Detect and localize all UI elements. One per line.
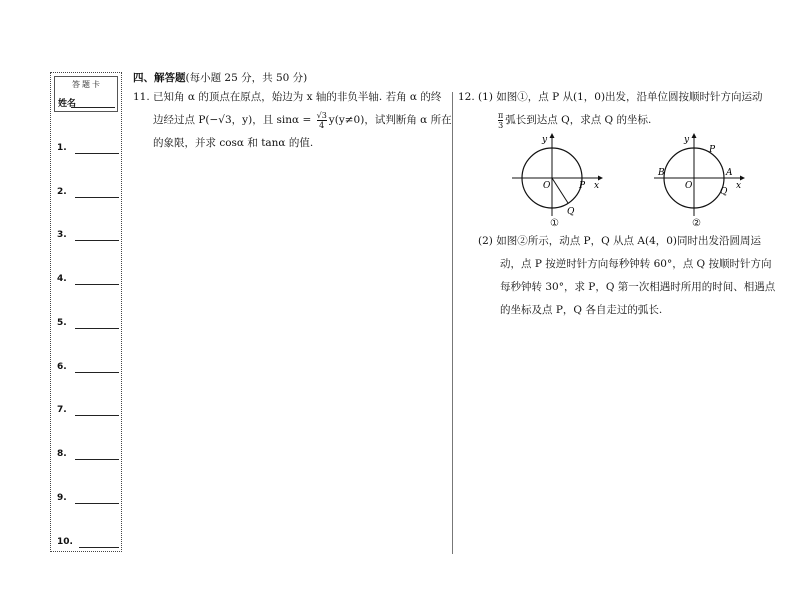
answer-blank[interactable] xyxy=(75,459,119,460)
fraction-numerator: π xyxy=(498,110,504,120)
answer-number: 10. xyxy=(57,537,73,547)
fraction xyxy=(317,111,327,130)
question-number: 11. xyxy=(133,91,150,103)
answer-row xyxy=(57,143,119,157)
question-text: y(y≠0)，试判断角 α 所在 xyxy=(328,114,452,126)
question-text: 边经过点 P(−√3，y)，且 sinα = xyxy=(153,114,315,126)
question-11 xyxy=(133,86,452,155)
answer-number: 3. xyxy=(57,230,67,240)
answer-blank[interactable] xyxy=(75,197,119,198)
figure-2-caption: ② xyxy=(692,218,701,229)
answer-row xyxy=(57,230,119,244)
answer-row xyxy=(57,187,119,201)
answer-blank[interactable] xyxy=(75,415,119,416)
label-point-b: B xyxy=(658,168,665,178)
answer-row xyxy=(57,274,119,288)
question-text: 每秒钟转 30°，求 P，Q 第一次相遇时所用的时间、相遇点 xyxy=(500,281,776,293)
name-label: 姓名 xyxy=(58,99,77,109)
figure-2-circle xyxy=(650,132,746,220)
label-origin: O xyxy=(543,181,551,191)
answer-number: 4. xyxy=(57,274,67,284)
answer-row xyxy=(57,493,119,507)
label-point-p: P xyxy=(579,181,586,191)
answer-row xyxy=(57,449,119,463)
answer-blank[interactable] xyxy=(75,240,119,241)
answer-card xyxy=(50,72,122,552)
y-axis-arrow xyxy=(550,133,555,138)
section-heading xyxy=(133,70,307,85)
question-text: (2) 如图②所示，动点 P，Q 从点 A(4，0)同时出发沿圆周运 xyxy=(478,235,762,247)
answer-number: 8. xyxy=(57,449,67,459)
question-text: 弧长到达点 Q，求点 Q 的坐标. xyxy=(505,114,652,126)
name-field[interactable] xyxy=(71,107,115,108)
x-axis-arrow xyxy=(598,176,603,181)
answer-blank[interactable] xyxy=(75,284,119,285)
fraction-denominator: 4 xyxy=(319,120,325,130)
answer-number: 9. xyxy=(57,493,67,503)
answer-number: 7. xyxy=(57,405,67,415)
answer-number: 1. xyxy=(57,143,67,153)
question-text: 的坐标及点 P，Q 各自走过的弧长. xyxy=(500,304,663,316)
fraction-numerator: √3 xyxy=(316,110,327,120)
question-text: (1) 如图①，点 P 从(1，0)出发，沿单位圆按顺时针方向运动 xyxy=(478,91,763,103)
x-axis-arrow xyxy=(740,176,745,181)
section-note: (每小题 25 分，共 50 分) xyxy=(185,72,308,84)
label-y: y xyxy=(542,135,548,145)
label-x: x xyxy=(736,181,742,191)
figure-1-unit-circle xyxy=(508,132,604,220)
column-divider xyxy=(452,92,453,554)
question-12-part-2 xyxy=(478,230,775,322)
answer-blank[interactable] xyxy=(75,153,119,154)
answer-card-header xyxy=(54,76,118,112)
label-point-q: Q xyxy=(567,207,575,217)
question-text: 动，点 P 按逆时针方向每秒钟转 60°，点 Q 按顺时针方向 xyxy=(500,258,772,270)
answer-card-title: 答题卡 xyxy=(72,80,102,89)
label-point-a: A xyxy=(726,168,733,178)
answer-blank[interactable] xyxy=(75,503,119,504)
label-y: y xyxy=(684,135,690,145)
answer-row xyxy=(57,362,119,376)
radius-oq xyxy=(552,178,568,203)
answer-blank[interactable] xyxy=(79,547,119,548)
answer-number: 5. xyxy=(57,318,67,328)
label-point-q: Q xyxy=(720,187,728,197)
section-title: 四、解答题 xyxy=(133,72,186,84)
answer-blank[interactable] xyxy=(75,328,119,329)
answer-row xyxy=(57,537,119,551)
fraction xyxy=(498,111,503,130)
answer-row xyxy=(57,318,119,332)
answer-number: 2. xyxy=(57,187,67,197)
label-x: x xyxy=(594,181,600,191)
y-axis-arrow xyxy=(692,133,697,138)
label-point-p: P xyxy=(709,145,716,155)
figure-1-caption: ① xyxy=(550,218,559,229)
question-text: 已知角 α 的顶点在原点，始边为 x 轴的非负半轴. 若角 α 的终 xyxy=(153,91,442,103)
question-number: 12. xyxy=(458,91,475,103)
question-text: 的象限，并求 cosα 和 tanα 的值. xyxy=(153,137,314,149)
answer-number: 6. xyxy=(57,362,67,372)
label-origin: O xyxy=(685,181,693,191)
question-12 xyxy=(458,86,763,132)
answer-row xyxy=(57,405,119,419)
fraction-denominator: 3 xyxy=(498,120,504,130)
answer-blank[interactable] xyxy=(75,372,119,373)
